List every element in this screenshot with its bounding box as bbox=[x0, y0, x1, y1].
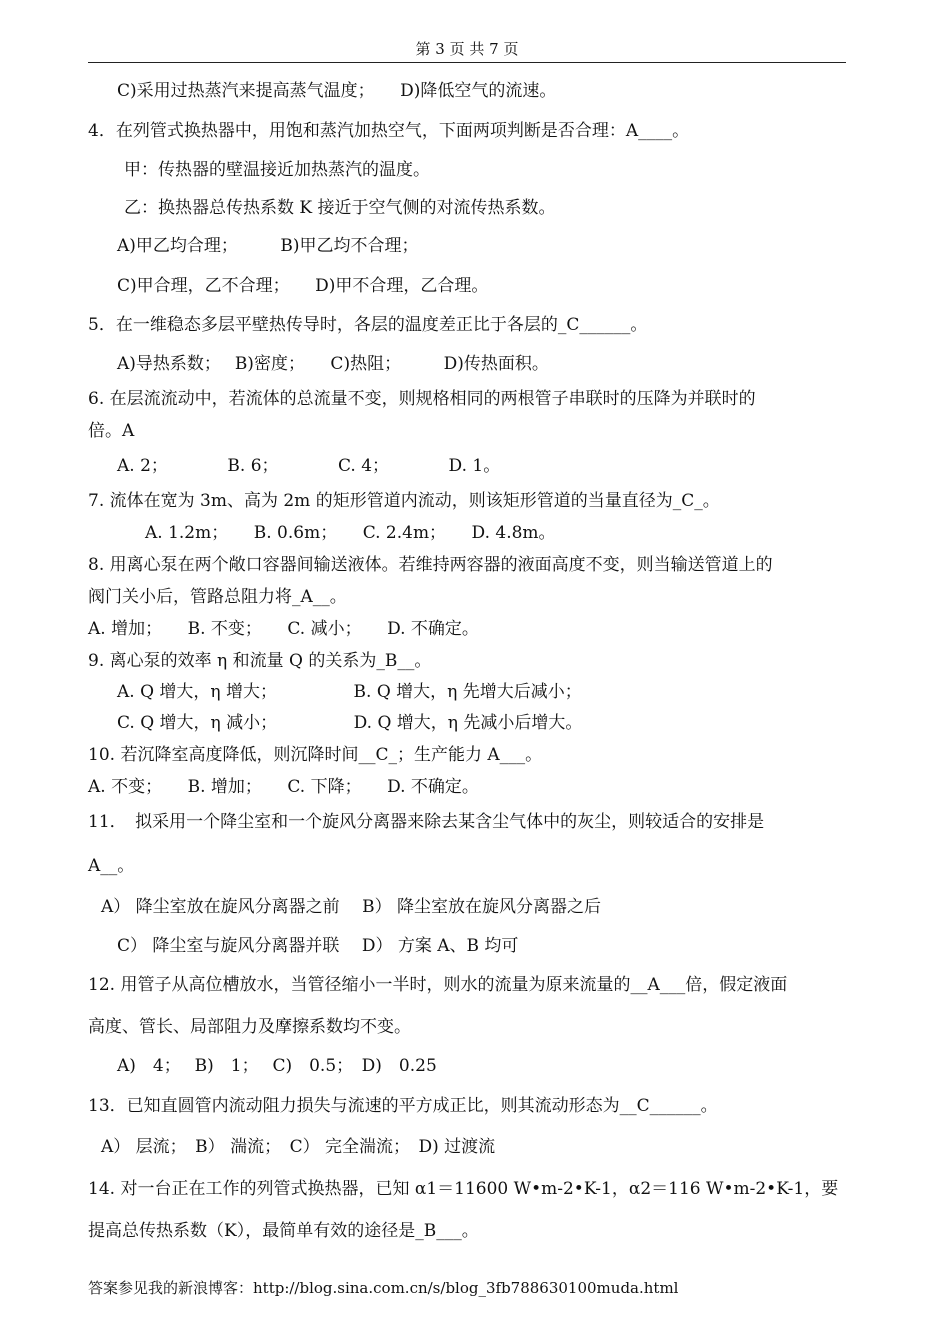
q3-options-cd: C)采用过热蒸汽来提高蒸气温度； D)降低空气的流速。 bbox=[117, 81, 557, 101]
q12-options: A) 4； B) 1； C) 0.5； D) 0.25 bbox=[117, 1056, 437, 1076]
q11-options-ab: A） 降尘室放在旋风分离器之前 B） 降尘室放在旋风分离器之后 bbox=[101, 897, 601, 917]
q9-options-cd: C. Q 增大，η 减小； D. Q 增大，η 先减小后增大。 bbox=[117, 713, 583, 733]
q5-stem: 5．在一维稳态多层平壁热传导时，各层的温度差正比于各层的_C______。 bbox=[88, 315, 648, 335]
q9-stem: 9. 离心泵的效率 η 和流量 Q 的关系为_B__。 bbox=[88, 651, 432, 671]
q12-stem-line2: 高度、管长、局部阻力及摩擦系数均不变。 bbox=[88, 1017, 411, 1037]
q4-stem: 4．在列管式换热器中，用饱和蒸汽加热空气，下面两项判断是否合理：A____。 bbox=[88, 121, 690, 141]
q14-stem-line1: 14. 对一台正在工作的列管式换热器，已知 α1＝11600 W•m-2•K-1，α2＝116 W•m-2•K-1，要 bbox=[88, 1179, 839, 1199]
q8-stem-line2: 阀门关小后，管路总阻力将_A__。 bbox=[88, 587, 347, 607]
q6-stem-line2: 倍。A bbox=[88, 421, 135, 441]
page-header bbox=[88, 38, 846, 63]
q5-options: A)导热系数； B)密度； C)热阻； D)传热面积。 bbox=[117, 354, 549, 374]
q6-stem-line1: 6. 在层流流动中，若流体的总流量不变，则规格相同的两根管子串联时的压降为并联时的 bbox=[88, 389, 756, 409]
q4-options-cd: C)甲合理，乙不合理； D)甲不合理，乙合理。 bbox=[117, 276, 489, 296]
q14-stem-line2: 提高总传热系数（K），最简单有效的途径是_B___。 bbox=[88, 1221, 479, 1241]
q7-options: A. 1.2m； B. 0.6m； C. 2.4m； D. 4.8m。 bbox=[145, 523, 556, 543]
q10-options: A. 不变； B. 增加； C. 下降； D. 不确定。 bbox=[88, 777, 479, 797]
q10-stem: 10. 若沉降室高度降低，则沉降时间__C_；生产能力 A___。 bbox=[88, 745, 543, 765]
q4-statement-yi: 乙：换热器总传热系数 K 接近于空气侧的对流传热系数。 bbox=[124, 198, 556, 218]
q11-stem-line2: A__。 bbox=[88, 856, 135, 876]
q4-statement-jia: 甲：传热器的壁温接近加热蒸汽的温度。 bbox=[124, 160, 430, 180]
q11-stem-line1: 11． 拟采用一个降尘室和一个旋风分离器来除去某含尘气体中的灰尘，则较适合的安排是 bbox=[88, 812, 765, 832]
q11-options-cd: C） 降尘室与旋风分离器并联 D） 方案 A、B 均可 bbox=[117, 936, 519, 956]
q12-stem-line1: 12. 用管子从高位槽放水，当管径缩小一半时，则水的流量为原来流量的__A___倍，假定液面 bbox=[88, 975, 788, 995]
q13-options: A） 层流； B） 湍流； C） 完全湍流； D) 过渡流 bbox=[101, 1137, 496, 1157]
page-number: 第 3 页 共 7 页 bbox=[415, 40, 519, 58]
q8-options: A. 增加； B. 不变； C. 减小； D. 不确定。 bbox=[88, 619, 479, 639]
q7-stem: 7. 流体在宽为 3m、高为 2m 的矩形管道内流动，则该矩形管道的当量直径为_C_。 bbox=[88, 491, 720, 511]
q9-options-ab: A. Q 增大，η 增大； B. Q 增大，η 先增大后减小； bbox=[117, 682, 582, 702]
q13-stem: 13．已知直圆管内流动阻力损失与流速的平方成正比，则其流动形态为__C______。 bbox=[88, 1096, 718, 1116]
q4-options-ab: A)甲乙均合理； B)甲乙均不合理； bbox=[117, 236, 419, 256]
q8-stem-line1: 8. 用离心泵在两个敞口容器间输送液体。若维持两容器的液面高度不变，则当输送管道上的 bbox=[88, 555, 773, 575]
footer-blog-link[interactable]: 答案参见我的新浪博客：http://blog.sina.com.cn/s/blog_3fb788630100muda.html bbox=[88, 1279, 679, 1297]
q6-options: A. 2； B. 6； C. 4； D. 1。 bbox=[117, 456, 501, 476]
